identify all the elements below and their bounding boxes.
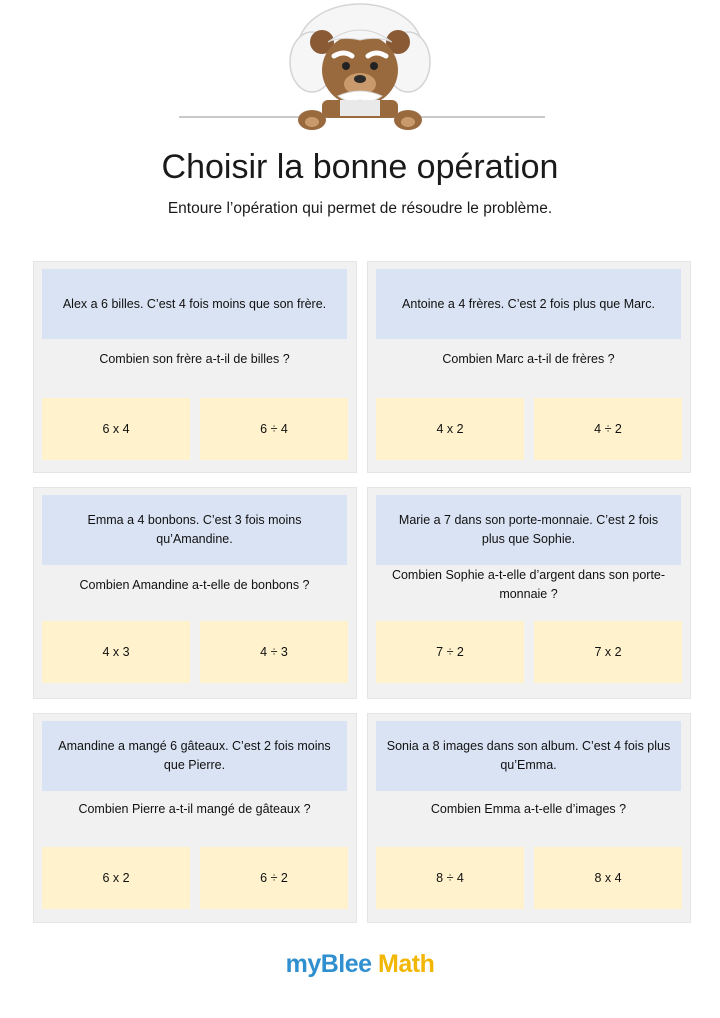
option-right[interactable]: 6 ÷ 4 — [200, 398, 348, 460]
problem-statement: Marie a 7 dans son porte-monnaie. C’est 2 fois plus que Sophie. — [376, 495, 681, 565]
option-right[interactable]: 4 ÷ 3 — [200, 621, 348, 683]
option-left[interactable]: 8 ÷ 4 — [376, 847, 524, 909]
option-left[interactable]: 6 x 4 — [42, 398, 190, 460]
problem-question: Combien Sophie a-t-elle d’argent dans son porte-monnaie ? — [391, 568, 666, 601]
problem-question: Combien Emma a-t-elle d’images ? — [430, 802, 627, 816]
problem-statement: Antoine a 4 frères. C’est 2 fois plus que Marc. — [376, 269, 681, 339]
option-left[interactable]: 4 x 2 — [376, 398, 524, 460]
problem-card — [367, 713, 691, 923]
page-title: Choisir la bonne opération — [161, 148, 559, 186]
problem-statement: Emma a 4 bonbons. C’est 3 fois moins qu’Amandine. — [42, 495, 347, 565]
option-left[interactable]: 4 x 3 — [42, 621, 190, 683]
problem-card — [33, 713, 357, 923]
option-left[interactable]: 6 x 2 — [42, 847, 190, 909]
option-right[interactable]: 4 ÷ 2 — [534, 398, 682, 460]
problem-statement: Amandine a mangé 6 gâteaux. C’est 2 fois moins que Pierre. — [42, 721, 347, 791]
page-subtitle: Entoure l’opération qui permet de résoudre le problème. — [167, 200, 553, 217]
problem-card — [367, 487, 691, 699]
bear-mascot-icon — [282, 0, 438, 134]
problem-statement: Alex a 6 billes. C’est 4 fois moins que son frère. — [42, 269, 347, 339]
problem-card — [367, 261, 691, 473]
problem-card — [33, 487, 357, 699]
option-right[interactable]: 8 x 4 — [534, 847, 682, 909]
problem-statement: Sonia a 8 images dans son album. C’est 4 fois plus qu’Emma. — [376, 721, 681, 791]
problem-question: Combien Marc a-t-il de frères ? — [442, 352, 615, 366]
brand-logo — [0, 950, 720, 979]
problem-card — [33, 261, 357, 473]
option-right[interactable]: 7 x 2 — [534, 621, 682, 683]
problem-question: Combien Amandine a-t-elle de bonbons ? — [79, 578, 310, 592]
logo-part-myblee: myBlee — [285, 950, 372, 978]
option-right[interactable]: 6 ÷ 2 — [200, 847, 348, 909]
problem-question: Combien Pierre a-t-il mangé de gâteaux ? — [78, 802, 311, 816]
problem-question: Combien son frère a-t-il de billes ? — [99, 352, 290, 366]
logo-part-math: Math — [378, 950, 435, 978]
option-left[interactable]: 7 ÷ 2 — [376, 621, 524, 683]
